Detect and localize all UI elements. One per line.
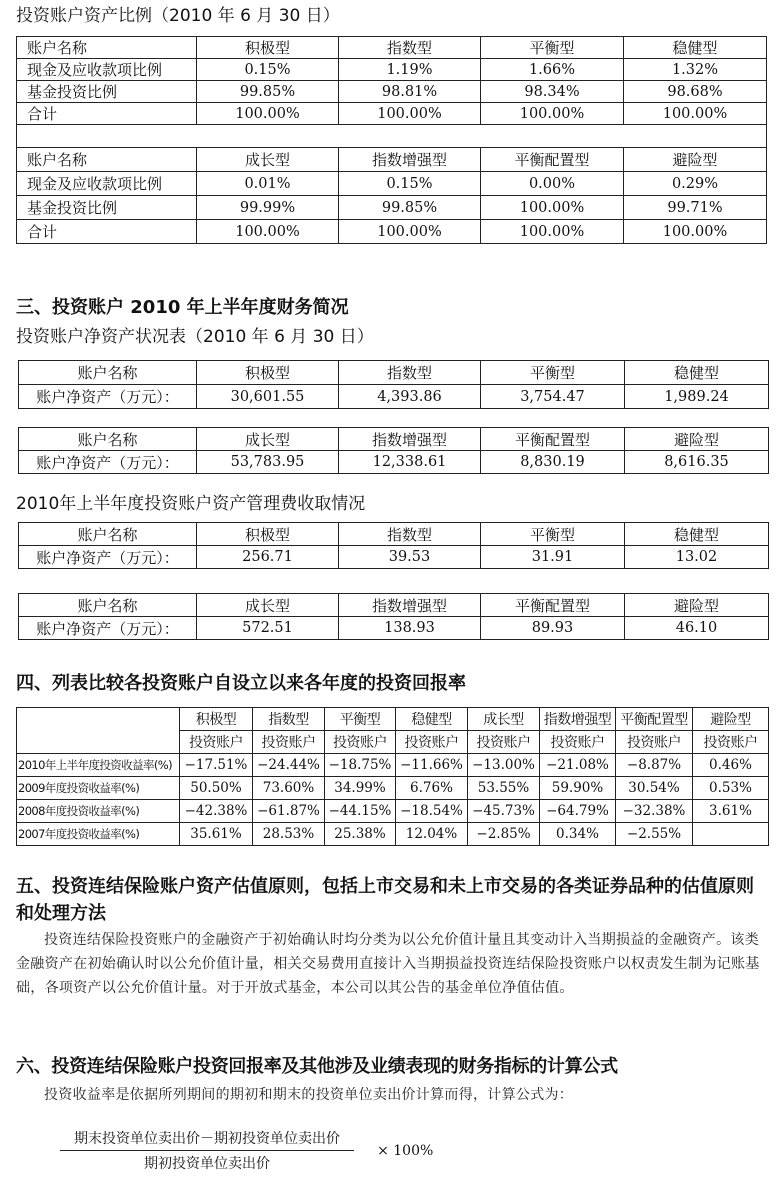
cell: 13.02 <box>625 546 769 569</box>
cell: −45.73% <box>468 800 540 823</box>
row-label: 基金投资比例 <box>17 196 197 220</box>
header-cell: 平衡配置型 <box>481 148 624 172</box>
cell: 1,989.24 <box>625 385 769 409</box>
table-row <box>17 81 767 103</box>
cell: −18.54% <box>396 800 468 823</box>
row-label: 现金及应收款项比例 <box>17 172 197 196</box>
cell: 100.00% <box>624 103 767 125</box>
table-row <box>19 594 769 617</box>
header-cell: 成长型 <box>197 428 339 451</box>
header-cell: 账户名称 <box>19 361 197 385</box>
cell: 25.38% <box>325 823 396 846</box>
table-row <box>19 385 769 409</box>
table-row <box>17 103 767 125</box>
cell: 0.00% <box>481 172 624 196</box>
table-row <box>17 777 769 800</box>
row-label: 2007年度投资收益率(%) <box>17 823 180 846</box>
cell: 3,754.47 <box>481 385 625 409</box>
header-cell: 账户名称 <box>19 428 197 451</box>
header-cell: 避险型 <box>624 148 767 172</box>
header-cell: 积极型 <box>197 361 339 385</box>
row-label: 2010年上半年度投资收益率(%) <box>17 754 180 777</box>
header-cell: 指数型 <box>339 523 481 546</box>
cell: 0.15% <box>339 172 481 196</box>
row-label: 合计 <box>17 103 197 125</box>
cell: 53.55% <box>468 777 540 800</box>
cell: 0.01% <box>197 172 339 196</box>
table-row <box>19 523 769 546</box>
section5-heading: 五、投资连结保险账户资产估值原则，包括上市交易和未上市交易的各类证券品种的估值原则和处理方法 <box>16 876 754 924</box>
cell: 256.71 <box>197 546 339 569</box>
formula-numerator: 期末投资单位卖出价－期初投资单位卖出价 <box>60 1128 354 1151</box>
table-row <box>17 172 767 196</box>
header-cell: 积极型 <box>197 37 339 59</box>
cell: −2.85% <box>468 823 540 846</box>
return-formula <box>60 1128 433 1173</box>
cell: −17.51% <box>180 754 253 777</box>
section6-body: 投资收益率是依据所列期间的期初和期末的投资单位卖出价计算而得，计算公式为： <box>44 1087 574 1103</box>
asset-ratio-caption: 投资账户资产比例（2010 年 6 月 30 日） <box>16 6 340 26</box>
section4-heading: 四、列表比较各投资账户自设立以来各年度的投资回报率 <box>16 673 466 694</box>
formula-multiplier: × 100% <box>377 1142 434 1159</box>
cell: 99.71% <box>624 196 767 220</box>
cell: 53,783.95 <box>197 451 339 474</box>
cell: 100.00% <box>481 220 624 244</box>
header-cell: 账户名称 <box>17 37 197 59</box>
cell: 35.61% <box>180 823 253 846</box>
cell: 0.29% <box>624 172 767 196</box>
header-subcell: 投资账户 <box>540 731 616 754</box>
cell: 46.10 <box>625 617 769 640</box>
table-row <box>17 148 767 172</box>
header-cell: 平衡配置型 <box>481 428 625 451</box>
cell: 100.00% <box>624 220 767 244</box>
header-subcell: 投资账户 <box>325 731 396 754</box>
header-cell: 账户名称 <box>19 594 197 617</box>
header-cell: 稳健型 <box>625 523 769 546</box>
table-row <box>17 220 767 244</box>
table-row <box>17 754 769 777</box>
cell: 100.00% <box>339 103 481 125</box>
fees-table-b <box>18 593 769 640</box>
header-cell: 指数增强型 <box>339 594 481 617</box>
cell: 138.93 <box>339 617 481 640</box>
row-label: 2009年度投资收益率(%) <box>17 777 180 800</box>
header-cell: 成长型 <box>197 594 339 617</box>
formula-fraction <box>60 1128 354 1173</box>
header-subcell: 投资账户 <box>693 731 769 754</box>
header-cell: 指数增强型 <box>339 428 481 451</box>
cell: 0.46% <box>693 754 769 777</box>
returns-table <box>16 707 769 846</box>
row-label: 账户净资产（万元）： <box>19 385 197 409</box>
header-cell: 平衡配置型 <box>616 708 693 731</box>
cell: 8,830.19 <box>481 451 625 474</box>
header-cell: 稳健型 <box>624 37 767 59</box>
row-label: 合计 <box>17 220 197 244</box>
header-cell: 账户名称 <box>19 523 197 546</box>
table-row <box>17 708 769 731</box>
row-label: 基金投资比例 <box>17 81 197 103</box>
header-cell: 成长型 <box>197 148 339 172</box>
table-row <box>19 546 769 569</box>
cell: −42.38% <box>180 800 253 823</box>
cell: −44.15% <box>325 800 396 823</box>
cell: −2.55% <box>616 823 693 846</box>
corner-cell <box>17 708 180 754</box>
cell: 100.00% <box>481 103 624 125</box>
cell: 12,338.61 <box>339 451 481 474</box>
formula-denominator: 期初投资单位卖出价 <box>144 1156 270 1172</box>
cell: 0.15% <box>197 59 339 81</box>
header-cell: 指数增强型 <box>339 148 481 172</box>
cell: −18.75% <box>325 754 396 777</box>
header-cell: 账户名称 <box>17 148 197 172</box>
row-label: 现金及应收款项比例 <box>17 59 197 81</box>
header-cell: 指数型 <box>339 37 481 59</box>
cell: 6.76% <box>396 777 468 800</box>
header-cell: 避险型 <box>693 708 769 731</box>
cell: 100.00% <box>339 220 481 244</box>
asset-ratio-table <box>16 36 767 244</box>
table-row <box>19 451 769 474</box>
header-cell: 平衡型 <box>481 523 625 546</box>
row-label: 2008年度投资收益率(%) <box>17 800 180 823</box>
header-subcell: 投资账户 <box>468 731 540 754</box>
cell: −21.08% <box>540 754 616 777</box>
section3-heading: 三、投资账户 2010 年上半年度财务简况 <box>16 297 349 318</box>
cell: 1.19% <box>339 59 481 81</box>
header-cell: 平衡型 <box>481 361 625 385</box>
cell: 28.53% <box>253 823 325 846</box>
cell: −32.38% <box>616 800 693 823</box>
header-cell: 平衡配置型 <box>481 594 625 617</box>
cell: 12.04% <box>396 823 468 846</box>
cell: −64.79% <box>540 800 616 823</box>
header-cell: 避险型 <box>625 428 769 451</box>
table-row <box>17 800 769 823</box>
header-cell: 稳健型 <box>625 361 769 385</box>
table-row <box>17 196 767 220</box>
header-cell: 避险型 <box>625 594 769 617</box>
fees-table-a <box>18 522 769 569</box>
cell: −8.87% <box>616 754 693 777</box>
header-subcell: 投资账户 <box>253 731 325 754</box>
cell: 34.99% <box>325 777 396 800</box>
table-row <box>19 428 769 451</box>
header-subcell: 投资账户 <box>180 731 253 754</box>
cell: 100.00% <box>481 196 624 220</box>
header-cell: 积极型 <box>197 523 339 546</box>
header-cell: 积极型 <box>180 708 253 731</box>
table-row <box>17 37 767 59</box>
spacer-cell <box>17 125 767 148</box>
cell: 98.68% <box>624 81 767 103</box>
header-cell: 指数型 <box>339 361 481 385</box>
header-cell: 指数增强型 <box>540 708 616 731</box>
header-cell: 稳健型 <box>396 708 468 731</box>
table-row <box>19 361 769 385</box>
cell: 100.00% <box>197 103 339 125</box>
row-label: 账户净资产（万元）： <box>19 546 197 569</box>
cell: 100.00% <box>197 220 339 244</box>
cell: −13.00% <box>468 754 540 777</box>
header-cell: 平衡型 <box>325 708 396 731</box>
header-subcell: 投资账户 <box>616 731 693 754</box>
net-assets-caption: 投资账户净资产状况表（2010 年 6 月 30 日） <box>16 327 374 347</box>
cell: 1.32% <box>624 59 767 81</box>
cell: 8,616.35 <box>625 451 769 474</box>
table-row <box>17 59 767 81</box>
header-cell: 平衡型 <box>481 37 624 59</box>
cell: 59.90% <box>540 777 616 800</box>
cell <box>693 823 769 846</box>
cell: 50.50% <box>180 777 253 800</box>
cell: 99.99% <box>197 196 339 220</box>
cell: 0.53% <box>693 777 769 800</box>
cell: 1.66% <box>481 59 624 81</box>
cell: 572.51 <box>197 617 339 640</box>
cell: 99.85% <box>339 196 481 220</box>
cell: 89.93 <box>481 617 625 640</box>
fees-caption: 2010年上半年度投资账户资产管理费收取情况 <box>16 494 366 514</box>
cell: −24.44% <box>253 754 325 777</box>
row-label: 账户净资产（万元）： <box>19 617 197 640</box>
table-row <box>17 823 769 846</box>
net-assets-table-b <box>18 427 769 474</box>
header-cell: 指数型 <box>253 708 325 731</box>
cell: 0.34% <box>540 823 616 846</box>
cell: 4,393.86 <box>339 385 481 409</box>
cell: 39.53 <box>339 546 481 569</box>
header-subcell: 投资账户 <box>396 731 468 754</box>
cell: 31.91 <box>481 546 625 569</box>
header-cell: 成长型 <box>468 708 540 731</box>
section5-body: 投资连结保险投资账户的金融资产于初始确认时均分类为以公允价值计量且其变动计入当期损益的金融资产。该类金融资产在初始确认时以公允价值计量，相关交易费用直接计入当期损益投资连结保险投资账户以权责发生制为记账基础，各项资产以公允价值计量。对于开放式基金，本公司以其公告的基金单位净值估值。 <box>16 932 760 996</box>
cell: 3.61% <box>693 800 769 823</box>
cell: 99.85% <box>197 81 339 103</box>
section6-heading: 六、投资连结保险账户投资回报率及其他涉及业绩表现的财务指标的计算公式 <box>16 1056 618 1077</box>
row-label: 账户净资产（万元）： <box>19 451 197 474</box>
net-assets-table-a <box>18 360 769 409</box>
cell: −11.66% <box>396 754 468 777</box>
cell: 98.81% <box>339 81 481 103</box>
cell: −61.87% <box>253 800 325 823</box>
cell: 98.34% <box>481 81 624 103</box>
table-spacer-row <box>17 125 767 148</box>
table-row <box>19 617 769 640</box>
cell: 30.54% <box>616 777 693 800</box>
cell: 73.60% <box>253 777 325 800</box>
cell: 30,601.55 <box>197 385 339 409</box>
